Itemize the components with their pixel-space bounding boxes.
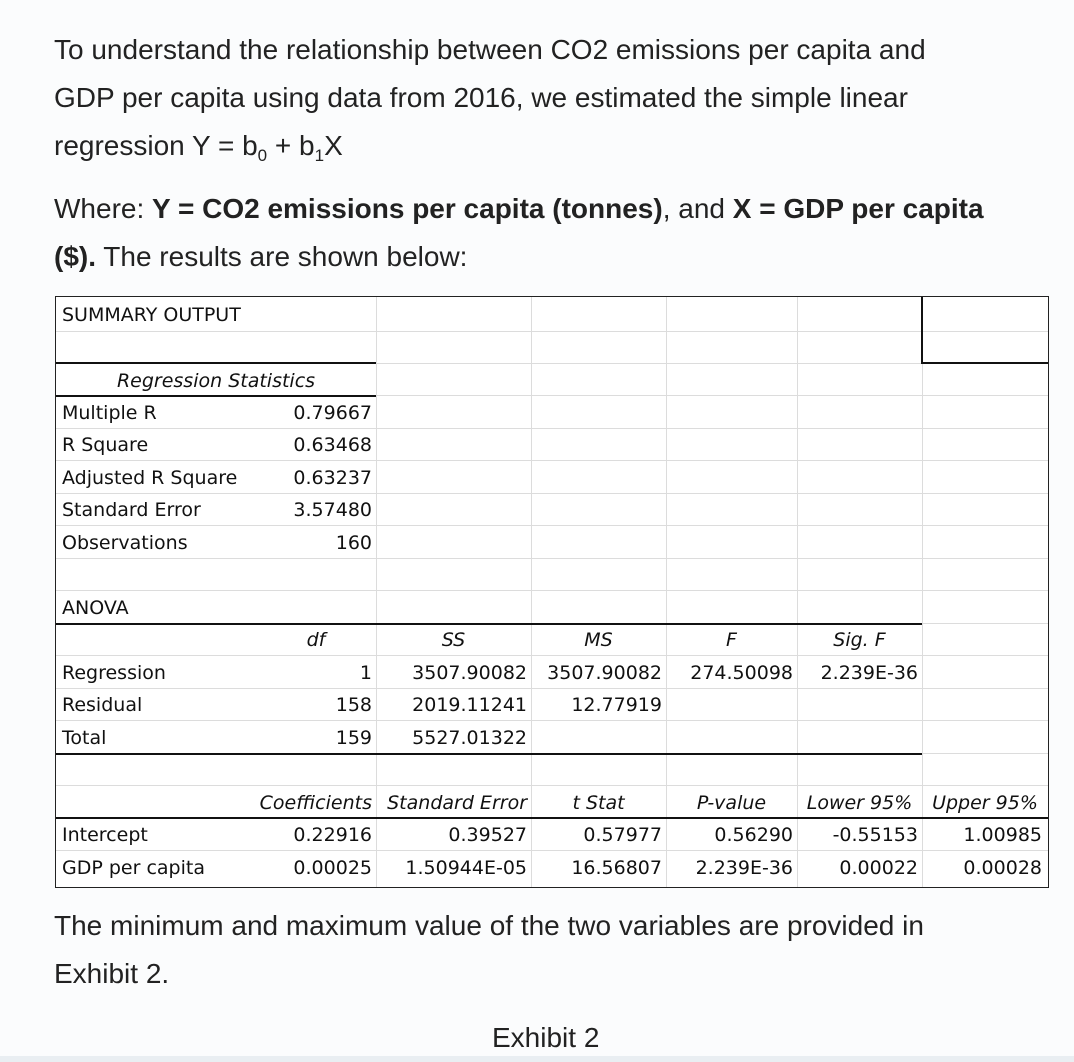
anova-ss: 3507.90082 [412,662,527,684]
coef-t-stat: 0.57977 [583,824,662,846]
regstat-label: Adjusted R Square [62,467,238,489]
coef-header-t-stat: t Stat [572,792,625,814]
coef-p-value: 0.56290 [714,824,793,846]
where-tail: The results are shown below: [96,241,468,272]
anova-row-label: Regression [62,662,166,684]
regstat-label: Observations [62,532,188,554]
anova-df: 158 [335,694,372,716]
anova-ms: 12.77919 [571,694,662,716]
anova-header-sigf: Sig. F [833,629,886,651]
regstat-value: 3.57480 [293,499,372,521]
anova-f: 274.50098 [690,662,793,684]
equation-sub-0: 0 [257,146,268,165]
anova-row-label: Residual [62,694,143,716]
regstat-value: 160 [335,532,372,554]
coef-header-lower-95: Lower 95% [806,792,913,814]
anova-sigf: 2.239E-36 [820,662,918,684]
anova-ss: 5527.01322 [412,727,527,749]
coef-upper-95: 0.00028 [963,857,1042,879]
anova-df: 1 [359,662,372,684]
coef-row-label: GDP per capita [62,857,205,879]
regstat-value: 0.63468 [293,434,372,456]
x-definition: X = GDP per capita [732,193,984,224]
regstat-label: R Square [62,434,149,456]
coef-standard-error: 0.39527 [448,824,527,846]
intro-paragraph [54,26,1044,170]
coef-standard-error: 1.50944E-05 [405,857,527,879]
anova-df: 159 [335,727,372,749]
anova-row-label: Total [62,727,107,749]
intro-line-2: GDP per capita using data from 2016, we estimated the simple linear [54,82,908,113]
and-text: , and [662,193,733,224]
coef-header-p-value: P-value [696,792,767,814]
regstat-value: 0.79667 [293,402,372,424]
anova-header-ms: MS [584,629,613,651]
coef-coefficient: 0.22916 [293,824,372,846]
coef-upper-95: 1.00985 [963,824,1042,846]
coef-row-label: Intercept [62,824,148,846]
coef-header-coefficients: Coefficients [259,792,372,814]
regstat-value: 0.63237 [293,467,372,489]
regstat-label: Multiple R [62,402,157,424]
equation-prefix: regression Y = b [54,130,258,161]
outro-line-1: The minimum and maximum value of the two variables are provided in [54,910,924,941]
outro-line-2: Exhibit 2. [54,958,170,989]
anova-ss: 2019.11241 [412,694,527,716]
coef-lower-95: 0.00022 [839,857,918,879]
coef-header-upper-95: Upper 95% [932,792,1038,814]
coef-header-standard-error: Standard Error [387,792,527,814]
regression-statistics-header: Regression Statistics [116,370,316,392]
intro-line-1: To understand the relationship between CO2 emissions per capita and [54,34,926,65]
summary-output-table [55,296,1049,888]
summary-title: SUMMARY OUTPUT [62,304,241,326]
equation-sub-1: 1 [314,146,325,165]
exhibit-2-label: Exhibit 2 [492,1022,600,1053]
where-label: Where: [54,193,153,224]
coef-p-value: 2.239E-36 [695,857,793,879]
outro-paragraph [54,902,1044,998]
x-unit: ($). [54,241,96,272]
where-paragraph [54,185,1044,281]
equation-mid: + b [267,130,315,161]
anova-title: ANOVA [62,597,129,619]
anova-header-f: F [726,629,737,651]
coef-coefficient: 0.00025 [293,857,372,879]
anova-ms: 3507.90082 [547,662,662,684]
coef-lower-95: -0.55153 [832,824,918,846]
y-definition: Y = CO2 emissions per capita (tonnes) [152,193,663,224]
regression-equation [54,122,1044,170]
anova-header-df: df [306,629,326,651]
equation-suffix: X [324,130,343,161]
regstat-label: Standard Error [62,499,201,521]
anova-header-ss: SS [441,629,466,651]
coef-t-stat: 16.56807 [571,857,662,879]
